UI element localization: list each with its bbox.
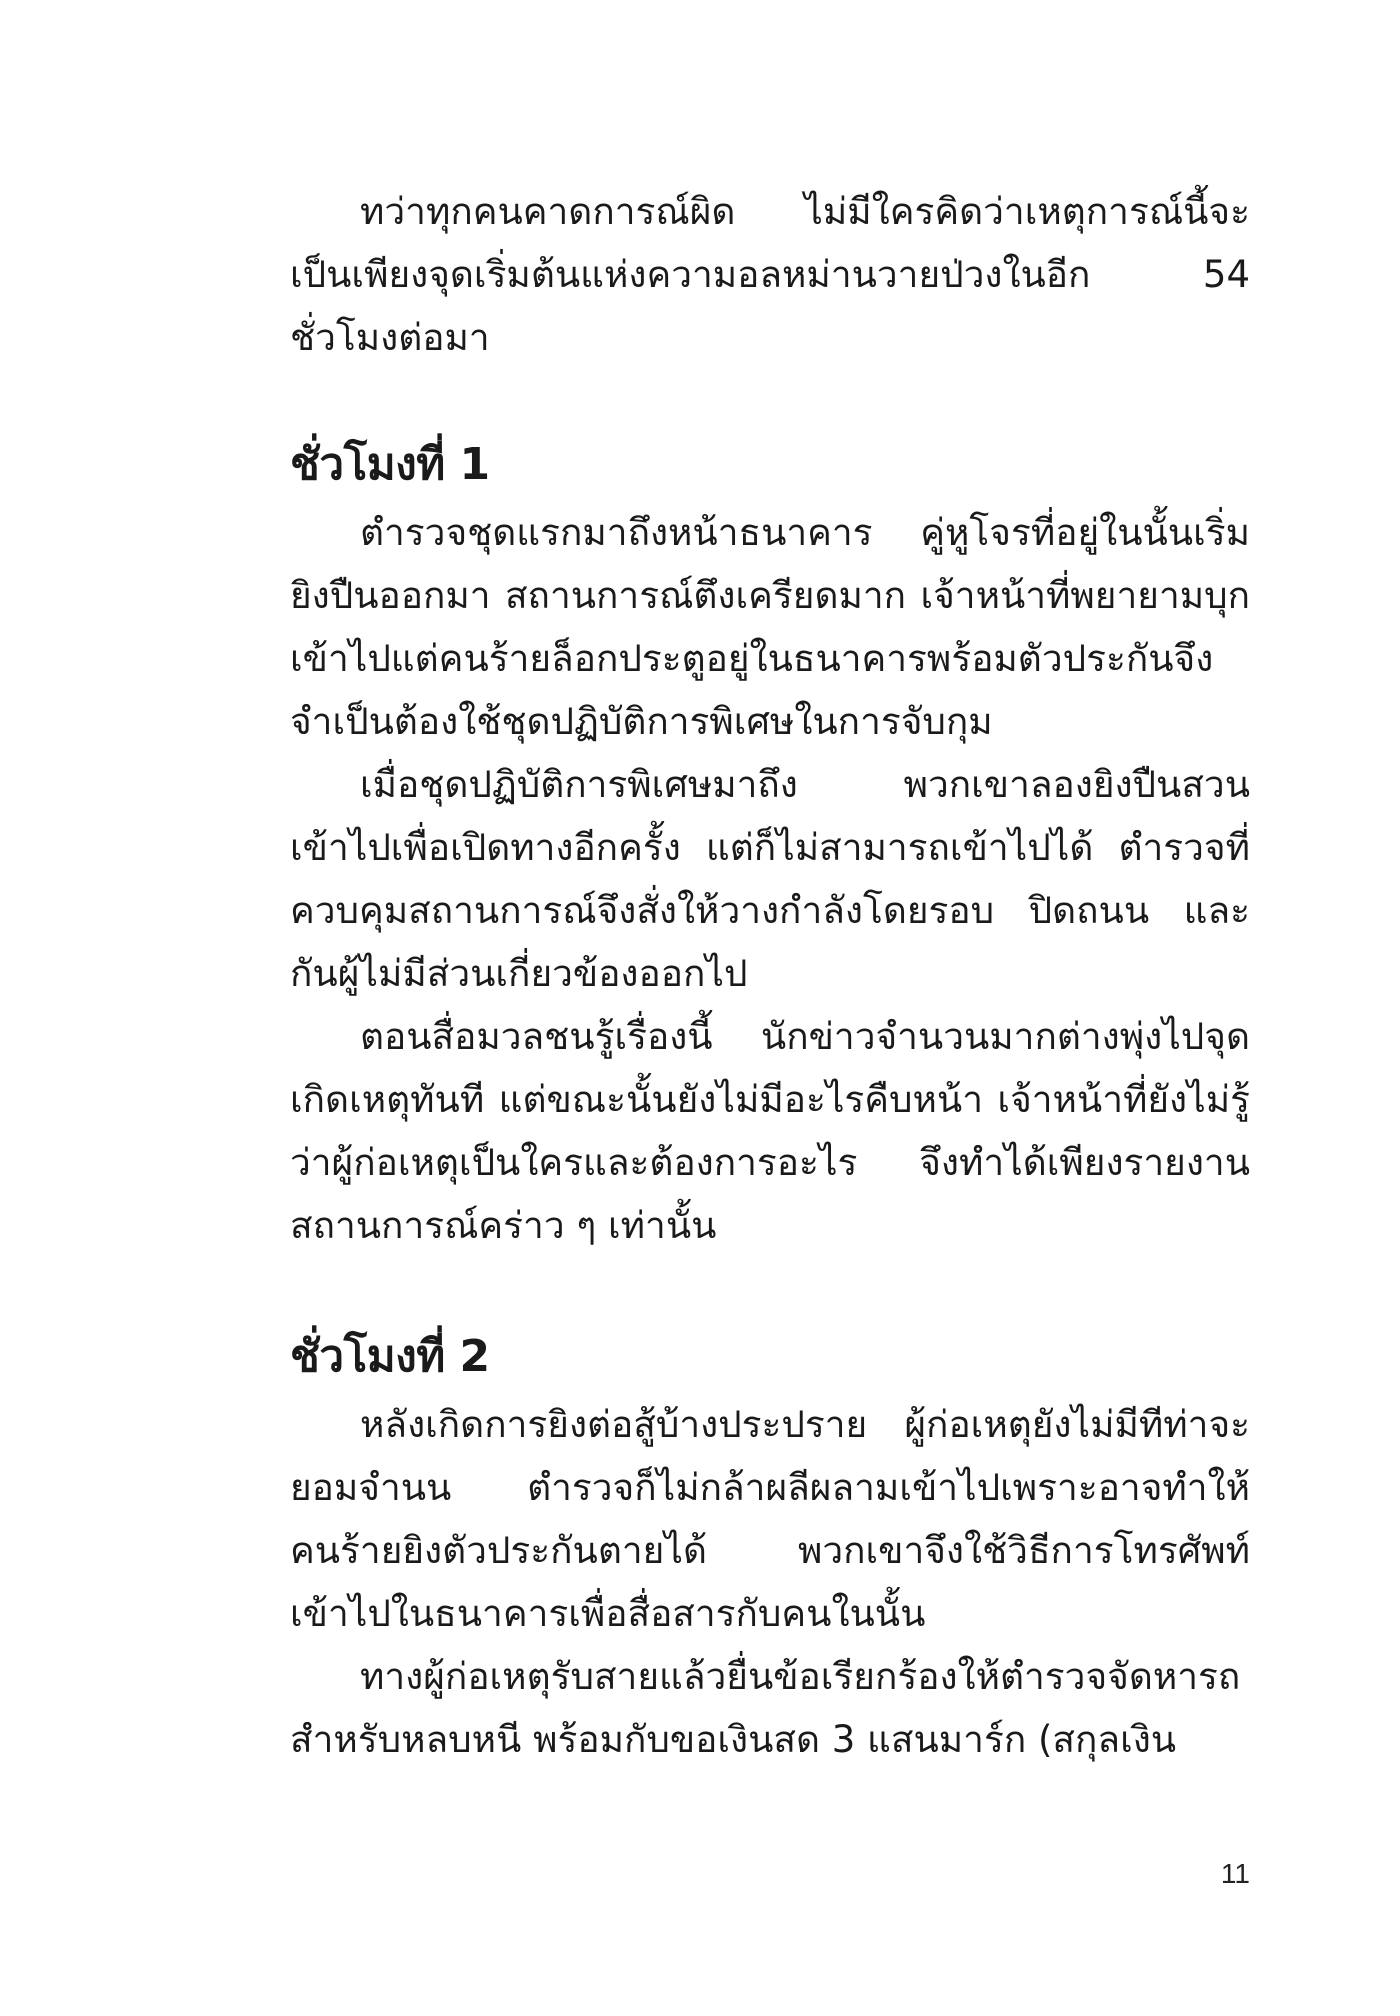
- section-heading-hour-2: ชั่วโมงที่ 2: [290, 1331, 490, 1382]
- section-2-paragraph-1: หลังเกิดการยิงต่อสู้บ้างประปราย ผู้ก่อเหตุยังไม่มีทีท่าจะยอมจำนน ตำรวจก็ไม่กล้าผลีผลามเข้าไปเพราะอาจทำให้คนร้ายยิงตัวประกันตายได้ พวกเขาจึงใช้วิธีการโทรศัพท์เข้าไปในธนาคารเพื่อสื่อสารกับคนในนั้น: [290, 1403, 1250, 1635]
- section-1-paragraph-2: เมื่อชุดปฏิบัติการพิเศษมาถึง พวกเขาลองยิงปืนสวนเข้าไปเพื่อเปิดทางอีกครั้ง แต่ก็ไม่สามารถเข้าไปได้ ตำรวจที่ควบคุมสถานการณ์จึงสั่งให้วางกำลังโดยรอบ ปิดถนน และกันผู้ไม่มีส่วนเกี่ยวข้องออกไป: [290, 763, 1250, 995]
- section-1-paragraph-1: ตำรวจชุดแรกมาถึงหน้าธนาคาร คู่หูโจรที่อยู่ในนั้นเริ่มยิงปืนออกมา สถานการณ์ตึงเครียดมาก เจ้าหน้าที่พยายามบุกเข้าไปแต่คนร้ายล็อกประตูอยู่ในธนาคารพร้อมตัวประกันจึงจำเป็นต้องใช้ชุดปฏิบัติการพิเศษในการจับกุม: [290, 511, 1250, 743]
- page-number: 11: [1220, 1858, 1250, 1889]
- intro-paragraph: ทว่าทุกคนคาดการณ์ผิด ไม่มีใครคิดว่าเหตุการณ์นี้จะเป็นเพียงจุดเริ่มต้นแห่งความอลหม่านวายป่วงในอีก 54 ชั่วโมงต่อมา: [290, 190, 1250, 359]
- section-1-paragraph-3: ตอนสื่อมวลชนรู้เรื่องนี้ นักข่าวจำนวนมากต่างพุ่งไปจุดเกิดเหตุทันที แต่ขณะนั้นยังไม่มีอะไรคืบหน้า เจ้าหน้าที่ยังไม่รู้ว่าผู้ก่อเหตุเป็นใครและต้องการอะไร จึงทำได้เพียงรายงานสถานการณ์คร่าว ๆ เท่านั้น: [290, 1015, 1250, 1247]
- section-2-paragraph-2: ทางผู้ก่อเหตุรับสายแล้วยื่นข้อเรียกร้องให้ตำรวจจัดหารถสำหรับหลบหนี พร้อมกับขอเงินสด 3 แสนมาร์ก (สกุลเงิน: [290, 1655, 1241, 1761]
- page-body: [290, 180, 1250, 1771]
- section-heading-hour-1: ชั่วโมงที่ 1: [290, 439, 490, 490]
